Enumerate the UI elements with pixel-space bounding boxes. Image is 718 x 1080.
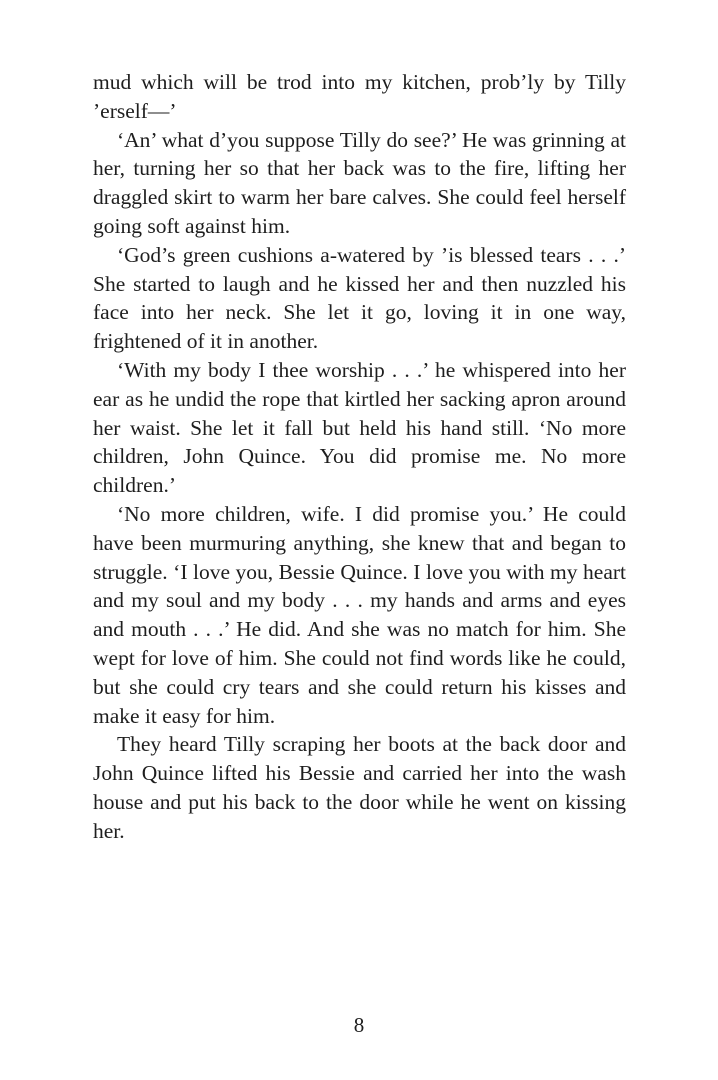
paragraph: ‘With my body I thee worship . . .’ he whispered into her ear as he undid the rope that kirtled her sacking apron around her waist. She let it fall but held his hand still. ‘No more children, John Quince. You did promise me. No more children.’ <box>93 357 626 498</box>
paragraph: mud which will be trod into my kitchen, prob’ly by Tilly ’erself—’ <box>93 70 626 123</box>
page-body <box>93 68 626 846</box>
paragraph: ‘An’ what d’you suppose Tilly do see?’ He was grinning at her, turning her so that her back was to the fire, lifting her draggled skirt to warm her bare calves. She could feel herself going soft against him. <box>93 127 626 238</box>
page-number: 8 <box>353 1013 365 1037</box>
paragraph: ‘God’s green cushions a-watered by ’is blessed tears . . .’ She started to laugh and he kissed her and then nuzzled his face into her neck. She let it go, loving it in one way, frightened of it in another. <box>93 242 626 354</box>
paragraph: ‘No more children, wife. I did promise you.’ He could have been murmuring anything, she knew that and began to struggle. ‘I love you, Bessie Quince. I love you with my heart and my soul and my body . . . my hands and arms and eyes and mouth . . .’ He did. And she was no match for him. She wept for love of him. She could not find words like he could, but she could cry tears and she could return his kisses and make it easy for him. <box>93 501 626 728</box>
paragraph: They heard Tilly scraping her boots at the back door and John Quince lifted his Bessie and carried her into the wash house and put his back to the door while he went on kissing her. <box>93 732 626 843</box>
